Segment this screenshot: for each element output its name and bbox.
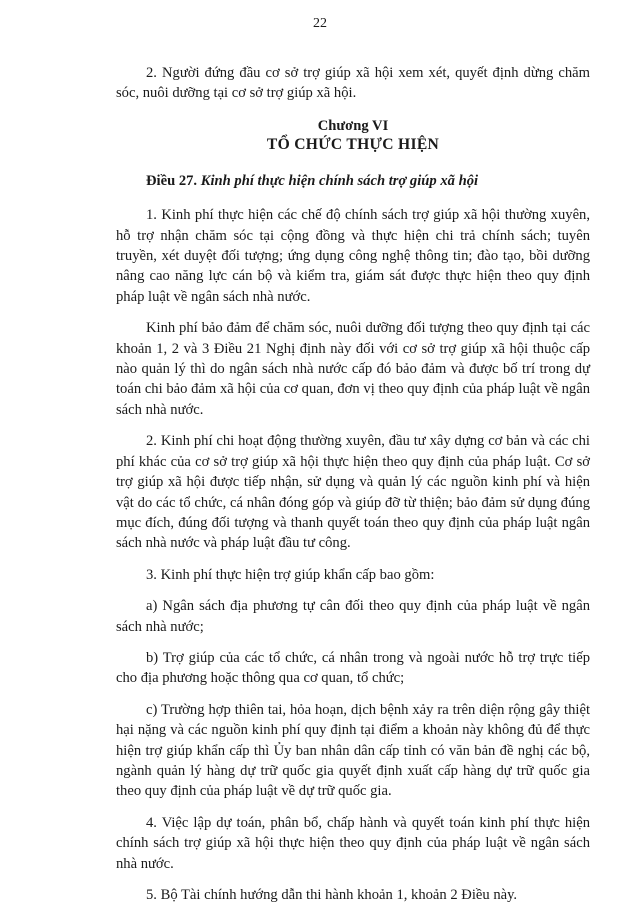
article-label: Điều 27. [146,172,198,189]
paragraph-clause-3c: c) Trường hợp thiên tai, hỏa hoạn, dịch bệnh xảy ra trên diện rộng gây thiệt hại nặng và các nguồn kinh phí quy định tại điểm a khoản này không đủ để thực hiện trợ giúp khẩn cấp thì Ủy ban nhân dân cấp tỉnh có văn bản đề nghị các bộ, ngành quản lý hàng dự trữ quốc gia quyết định xuất cấp hàng dự trữ quốc gia theo quy định của pháp luật về dự trữ quốc gia. [116,701,590,800]
paragraph-clause-2: 2. Kinh phí chi hoạt động thường xuyên, đầu tư xây dựng cơ bản và các chi phí khác của cơ sở trợ giúp xã hội thực hiện theo quy định của pháp luật. Cơ sở trợ giúp xã hội được tiếp nhận, sử dụng và quản lý các nguồn kinh phí và hiện vật do các tổ chức, cá nhân đóng góp và giúp đỡ từ thiện; bảo đảm sử dụng đúng mục đích, đúng đối tượng và thanh quyết toán theo quy định của pháp luật ngân sách nhà nước và pháp luật đầu tư công. [116,433,590,552]
chapter-number: Chương VI [317,117,389,134]
paragraph-clause-3a: a) Ngân sách địa phương tự cân đối theo quy định của pháp luật về ngân sách nhà nước; [116,598,590,635]
paragraph-clause-3: 3. Kinh phí thực hiện trợ giúp khẩn cấp bao gồm: [146,566,435,583]
paragraph-clause-1-funding: Kinh phí bảo đảm để chăm sóc, nuôi dưỡng đối tượng theo quy định tại các khoản 1, 2 và 3 Điều 21 Nghị định này đối với cơ sở trợ giúp xã hội thuộc cấp nào quản lý thì do ngân sách nhà nước cấp đó bảo đảm và được bố trí trong dự toán chi bảo đảm xã hội của cơ quan, đơn vị theo quy định của pháp luật về ngân sách nhà nước. [116,320,590,418]
chapter-heading [116,117,590,155]
paragraph-clause-1: 1. Kinh phí thực hiện các chế độ chính sách trợ giúp xã hội thường xuyên, hỗ trợ nhận chăm sóc tại cộng đồng và thực hiện chi trả chính sách; tuyên truyền, xét duyệt đối tượng; ứng dụng công nghệ thông tin; đào tạo, bồi dưỡng nâng cao năng lực cán bộ và kiểm tra, giám sát được thực hiện theo quy định pháp luật về ngân sách nhà nước. [116,207,590,305]
intro-paragraph: 2. Người đứng đầu cơ sở trợ giúp xã hội xem xét, quyết định dừng chăm sóc, nuôi dưỡng tại cơ sở trợ giúp xã hội. [116,65,590,102]
article-heading [116,171,590,191]
page-number: 22 [313,16,327,31]
article-title: Kinh phí thực hiện chính sách trợ giúp xã hội [200,172,479,189]
paragraph-clause-5: 5. Bộ Tài chính hướng dẫn thi hành khoản 1, khoản 2 Điều này. [146,887,518,903]
paragraph-clause-3b: b) Trợ giúp của các tổ chức, cá nhân trong và ngoài nước hỗ trợ trực tiếp cho địa phương hoặc thông qua cơ quan, tổ chức; [116,649,590,687]
document-body [116,63,590,916]
chapter-title: TỔ CHỨC THỰC HIỆN [266,135,440,153]
paragraph-clause-4: 4. Việc lập dự toán, phân bổ, chấp hành và quyết toán kinh phí thực hiện chính sách trợ giúp xã hội thực hiện theo quy định của pháp luật về ngân sách nhà nước. [116,814,590,872]
